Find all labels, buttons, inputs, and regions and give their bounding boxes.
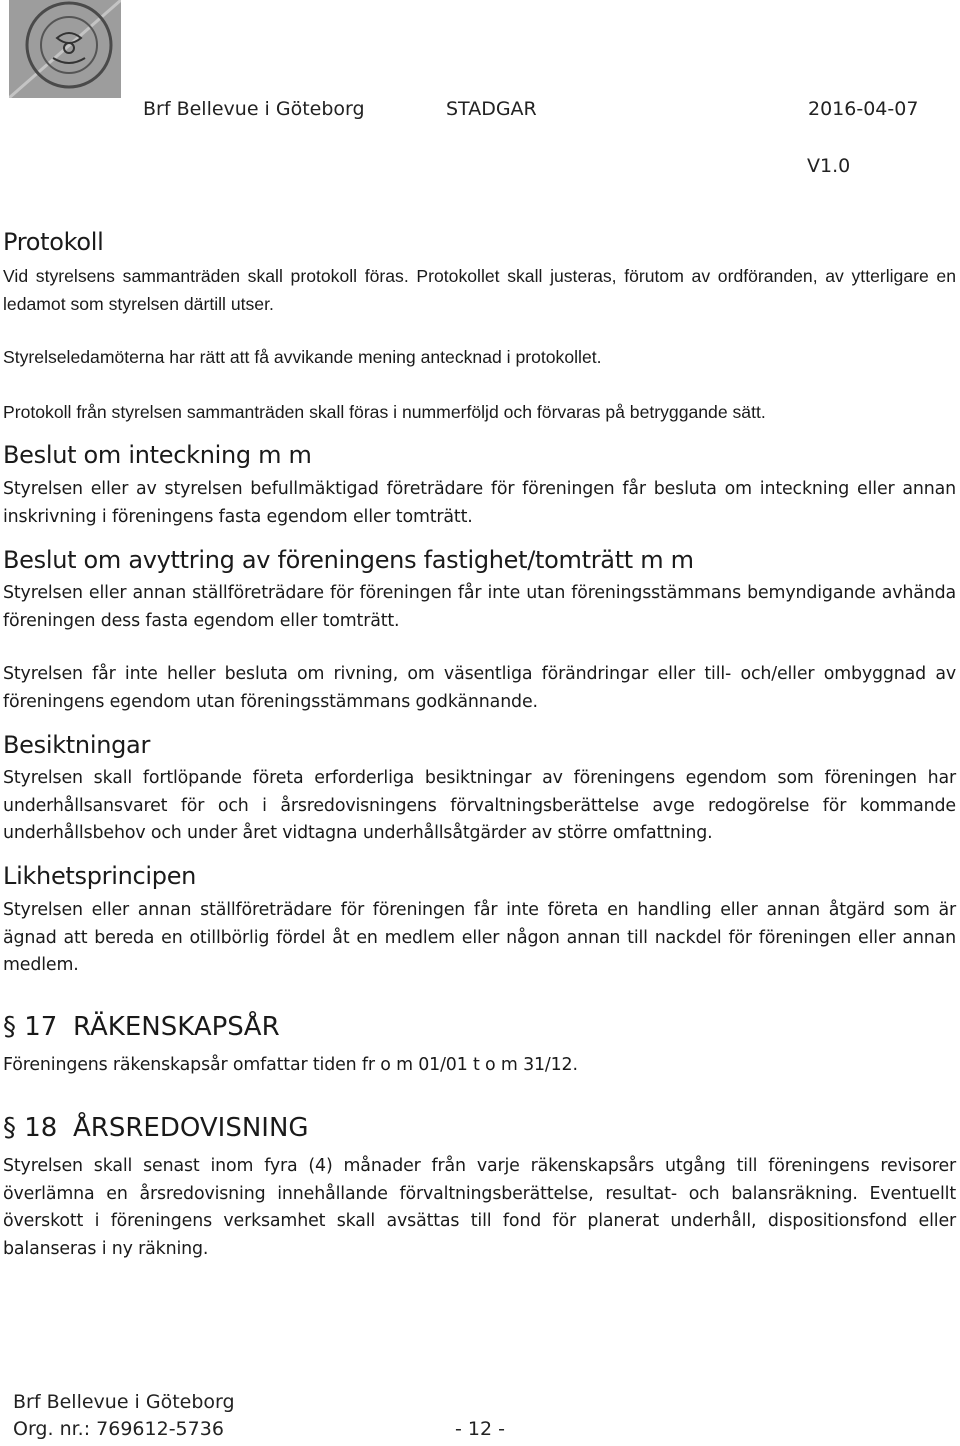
- section-heading-besiktningar: Besiktningar: [3, 731, 151, 759]
- header-doc-title: STADGAR: [446, 98, 537, 120]
- section-17-heading: [3, 1012, 280, 1042]
- seal-icon: [9, 0, 121, 98]
- header-date: 2016-04-07: [808, 98, 919, 120]
- protokoll-paragraph-3: Protokoll från styrelsen sammanträden skall föras i nummerföljd och förvaras på betryggande sätt.: [3, 402, 766, 422]
- section-18-heading: [3, 1113, 309, 1143]
- section-17-title: RÄKENSKAPSÅR: [73, 1012, 280, 1042]
- association-logo: [9, 0, 121, 98]
- footer-page-number: - 12 -: [455, 1418, 505, 1440]
- section-heading-inteckning: Beslut om inteckning m m: [3, 441, 312, 469]
- section-18-title: ÅRSREDOVISNING: [73, 1113, 309, 1143]
- footer-org-number: Org. nr.: 769612-5736: [13, 1418, 224, 1440]
- header-org: Brf Bellevue i Göteborg: [143, 98, 365, 120]
- section-18-paragraph: Styrelsen skall senast inom fyra (4) månader från varje räkenskapsårs utgång till föreningens revisorer överlämna en årsredovisning innehållande förvaltningsberättelse, resultat- och balansräkning. Eventuellt överskott i föreningens verksamhet skall avsättas till fond för planerat underhåll, dispositionsfond eller balanseras i ny räkning.: [3, 1156, 956, 1259]
- likhetsprincipen-paragraph: Styrelsen eller annan ställföreträdare för föreningen får inte företa en handling eller annan åtgärd som är ägnad att bereda en otillbörlig fördel åt en medlem eller någon annan till nackdel för föreningen eller annan medlem.: [3, 900, 956, 975]
- section-17-number: § 17: [3, 1012, 58, 1042]
- section-heading-avyttring: Beslut om avyttring av föreningens fastighet/tomträtt m m: [3, 546, 694, 574]
- inteckning-paragraph: Styrelsen eller av styrelsen befullmäktigad företrädare för föreningen får besluta om inteckning eller annan inskrivning i föreningens fasta egendom eller tomträtt.: [3, 479, 956, 527]
- protokoll-paragraph-1: Vid styrelsens sammanträden skall protokoll föras. Protokollet skall justeras, förutom av ordföranden, av ytterligare en ledamot som styrelsen därtill utser.: [3, 266, 956, 314]
- avyttring-paragraph-2: Styrelsen får inte heller besluta om rivning, om väsentliga förändringar eller till- och/eller ombyggnad av föreningens egendom utan föreningsstämmans godkännande.: [3, 664, 956, 712]
- section-17-paragraph: Föreningens räkenskapsår omfattar tiden fr o m 01/01 t o m 31/12.: [3, 1055, 578, 1075]
- section-heading-likhetsprincipen: Likhetsprincipen: [3, 862, 197, 890]
- besiktningar-paragraph: Styrelsen skall fortlöpande företa erforderliga besiktningar av föreningens egendom som föreningen har underhållsansvaret för och i årsredovisningens förvaltningsberättelse avge redogörelse för kommande underhållsbehov och under året vidtagna underhållsåtgärder av större omfattning.: [3, 768, 956, 843]
- header-version: V1.0: [807, 155, 851, 177]
- protokoll-paragraph-2: Styrelseledamöterna har rätt att få avvikande mening antecknad i protokollet.: [3, 347, 602, 367]
- section-18-number: § 18: [3, 1113, 58, 1143]
- footer-org: Brf Bellevue i Göteborg: [13, 1391, 235, 1413]
- section-heading-protokoll: Protokoll: [3, 228, 104, 256]
- avyttring-paragraph-1: Styrelsen eller annan ställföreträdare för föreningen får inte utan föreningsstämmans bemyndigande avhända föreningen dess fasta egendom eller tomträtt.: [3, 583, 956, 631]
